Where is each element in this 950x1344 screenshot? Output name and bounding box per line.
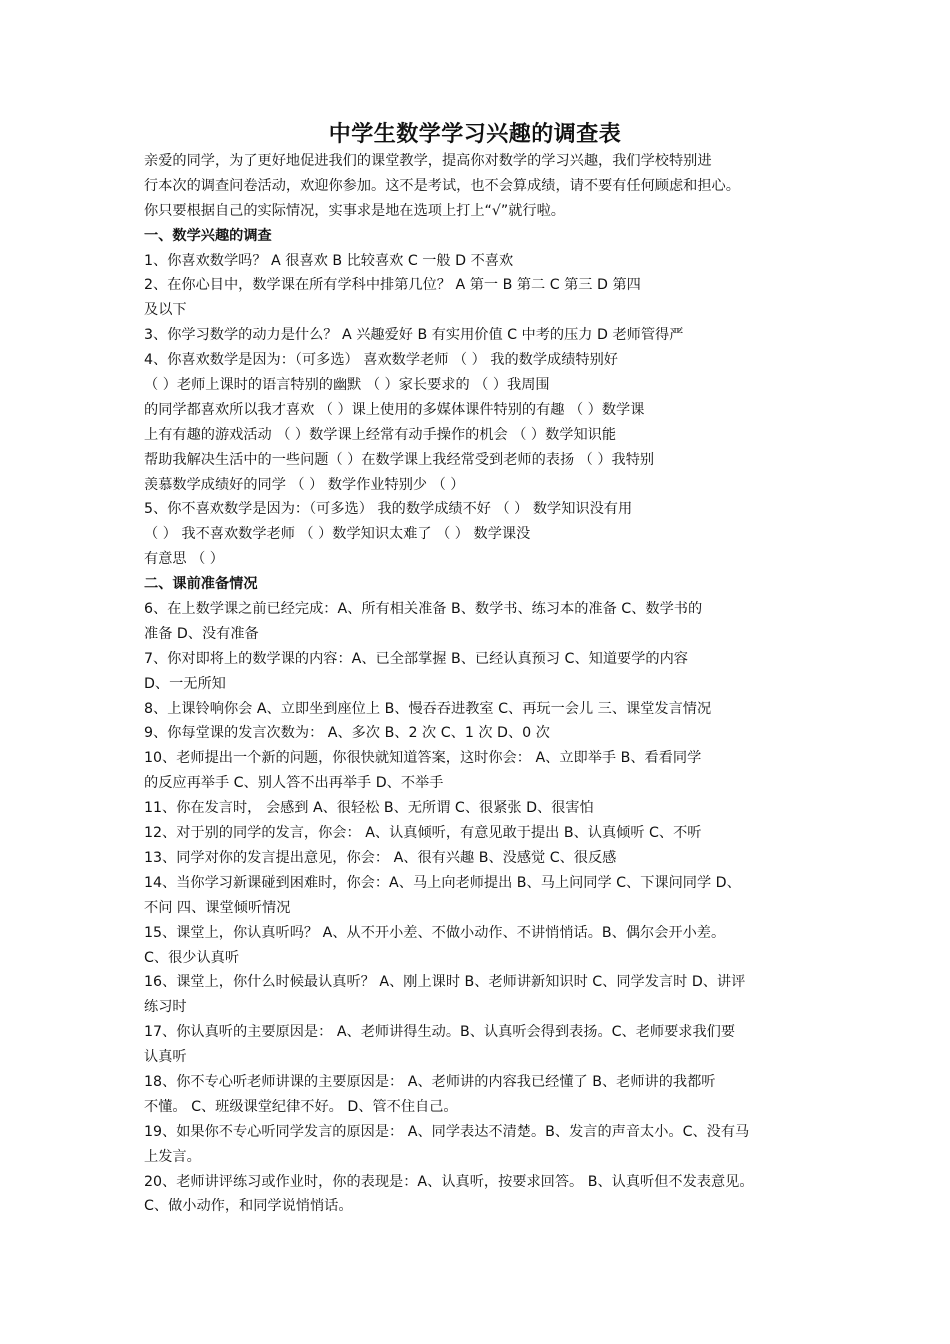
text-line: D、一无所知 bbox=[144, 675, 226, 692]
text-line: 及以下 bbox=[144, 302, 187, 319]
document-body bbox=[144, 149, 810, 1219]
text-line: 9、你每堂课的发言次数为： A、多次 B、2 次 C、1 次 D、0 次 bbox=[144, 725, 550, 742]
text-line: 行本次的调查问卷活动，欢迎你参加。这不是考试，也不会算成绩，请不要有任何顾虑和担心。 bbox=[144, 177, 740, 194]
text-line: 13、同学对你的发言提出意见，你会： A、很有兴趣 B、没感觉 C、很反感 bbox=[144, 849, 617, 866]
text-line: （ ） 我不喜欢数学老师 （ ）数学知识太难了 （ ） 数学课没 bbox=[144, 526, 531, 543]
text-line: 准备 D、没有准备 bbox=[144, 625, 259, 642]
text-line: 帮助我解决生活中的一些问题（ ）在数学课上我经常受到老师的表扬 （ ）我特别 bbox=[144, 451, 655, 468]
text-line: 6、在上数学课之前已经完成：A、所有相关准备 B、数学书、练习本的准备 C、数学书的 bbox=[144, 601, 703, 618]
text-line: （ ）老师上课时的语言特别的幽默 （ ）家长要求的 （ ）我周围 bbox=[144, 377, 550, 394]
text-line: 有意思 （ ） bbox=[144, 551, 224, 568]
text-line: 3、你学习数学的动力是什么？ A 兴趣爱好 B 有实用价值 C 中考的压力 D 老师管得严 bbox=[144, 327, 684, 344]
text-line: 认真听 bbox=[144, 1049, 187, 1066]
text-line: 的同学都喜欢所以我才喜欢 （ ）课上使用的多媒体课件特别的有趣 （ ）数学课 bbox=[144, 401, 645, 418]
text-line: 的反应再举手 C、别人答不出再举手 D、不举手 bbox=[144, 775, 444, 792]
text-line: 2、在你心目中，数学课在所有学科中排第几位？ A 第一 B 第二 C 第三 D 第四 bbox=[144, 277, 641, 294]
text-line: 上发言。 bbox=[144, 1148, 201, 1165]
section-heading: 一、数学兴趣的调查 bbox=[144, 227, 272, 244]
text-line: 不问 四、课堂倾听情况 bbox=[144, 899, 291, 916]
text-line: 10、老师提出一个新的问题，你很快就知道答案，这时你会： A、立即举手 B、看看同学 bbox=[144, 750, 702, 767]
section-heading: 二、课前准备情况 bbox=[144, 576, 258, 593]
text-line: 15、课堂上，你认真听吗？ A、从不开小差、不做小动作、不讲悄悄话。B、偶尔会开小差。 bbox=[144, 924, 726, 941]
text-line: 练习时 bbox=[144, 999, 187, 1016]
text-line: C、很少认真听 bbox=[144, 949, 240, 966]
text-line: 14、当你学习新课碰到困难时，你会：A、马上向老师提出 B、马上问同学 C、下课问同学 D、 bbox=[144, 874, 741, 891]
text-line: 你只要根据自己的实际情况，实事求是地在选项上打上“√”就行啦。 bbox=[144, 202, 565, 219]
text-line: 19、如果你不专心听同学发言的原因是： A、同学表达不清楚。B、发言的声音太小。C、没有马 bbox=[144, 1123, 750, 1140]
page-title: 中学生数学学习兴趣的调查表 bbox=[328, 121, 622, 147]
text-line: 亲爱的同学，为了更好地促进我们的课堂教学，提高你对数学的学习兴趣，我们学校特别进 bbox=[144, 153, 712, 169]
text-line: 18、你不专心听老师讲课的主要原因是： A、老师讲的内容我已经懂了 B、老师讲的我都听 bbox=[144, 1073, 716, 1090]
text-line: 不懂。 C、班级课堂纪律不好。 D、管不住自己。 bbox=[144, 1098, 458, 1115]
text-line: 16、课堂上，你什么时候最认真听？ A、刚上课时 B、老师讲新知识时 C、同学发言时 D、讲评 bbox=[144, 974, 746, 991]
text-line: 7、你对即将上的数学课的内容：A、已全部掌握 B、已经认真预习 C、知道要学的内容 bbox=[144, 650, 688, 667]
text-line: 17、你认真听的主要原因是： A、老师讲得生动。B、认真听会得到表扬。C、老师要求我们要 bbox=[144, 1024, 736, 1041]
text-line: 4、你喜欢数学是因为：（可多选） 喜欢数学老师 （ ） 我的数学成绩特别好 bbox=[144, 352, 618, 369]
text-line: C、做小动作，和同学说悄悄话。 bbox=[144, 1198, 353, 1215]
text-line: 12、对于别的同学的发言，你会： A、认真倾听，有意见敢于提出 B、认真倾听 C、不听 bbox=[144, 825, 702, 842]
text-line: 20、老师讲评练习或作业时，你的表现是：A、认真听，按要求回答。 B、认真听但不发表意见。 bbox=[144, 1173, 754, 1190]
text-line: 1、你喜欢数学吗？ A 很喜欢 B 比较喜欢 C 一般 D 不喜欢 bbox=[144, 252, 514, 269]
text-line: 羡慕数学成绩好的同学 （ ） 数学作业特别少 （ ） bbox=[144, 476, 465, 493]
text-line: 11、你在发言时， 会感到 A、很轻松 B、无所谓 C、很紧张 D、很害怕 bbox=[144, 800, 594, 817]
text-line: 5、你不喜欢数学是因为：（可多选） 我的数学成绩不好 （ ） 数学知识没有用 bbox=[144, 501, 633, 518]
text-line: 8、上课铃响你会 A、立即坐到座位上 B、慢吞吞进教室 C、再玩一会儿 三、课堂发言情况 bbox=[144, 700, 712, 717]
text-line: 上有有趣的游戏活动 （ ）数学课上经常有动手操作的机会 （ ）数学知识能 bbox=[144, 426, 617, 443]
